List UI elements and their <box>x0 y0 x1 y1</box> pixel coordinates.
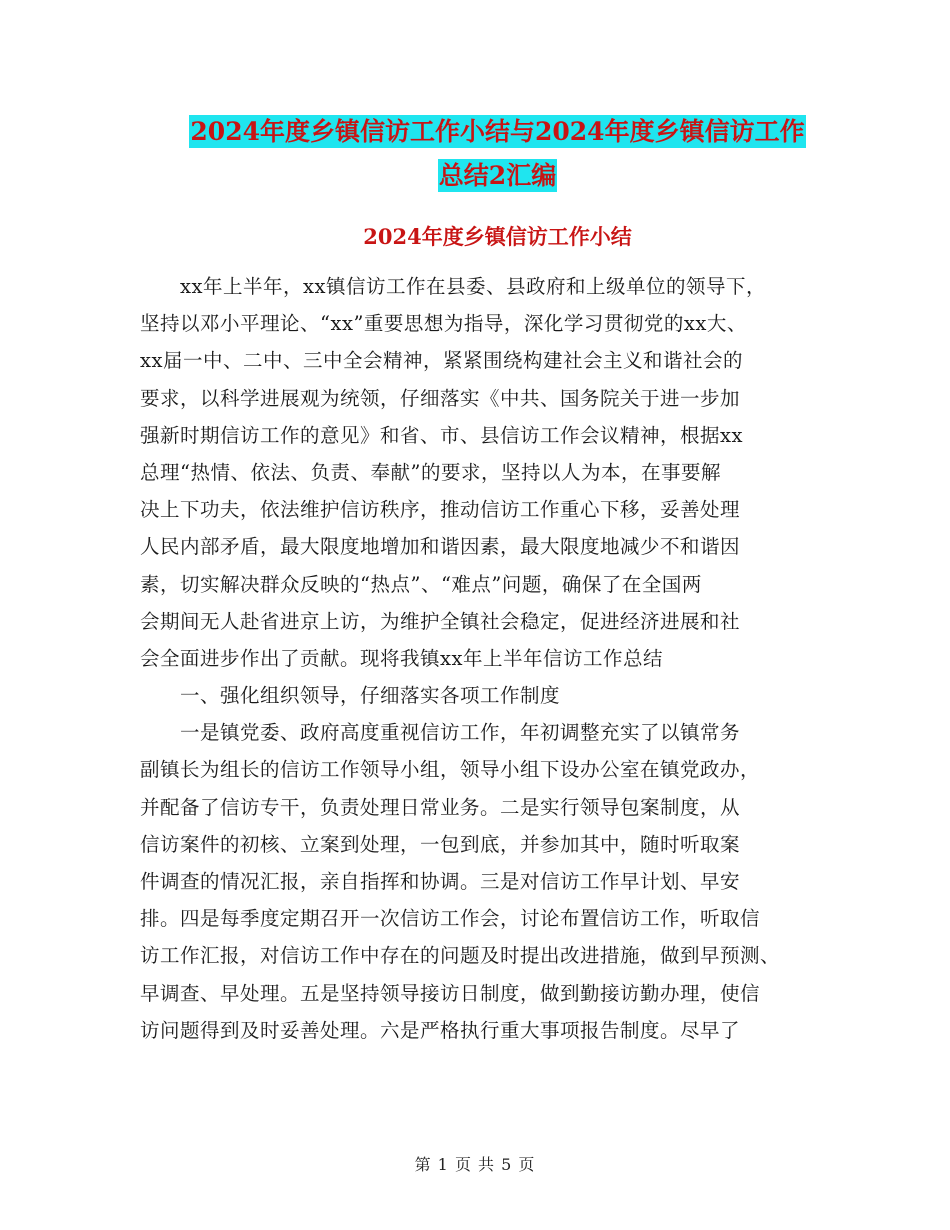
text-line: 坚持以邓小平理论、“xx”重要思想为指导，深化学习贯彻党的xx大、 <box>140 312 747 336</box>
text-line: 要求，以科学进展观为统领，仔细落实《中共、国务院关于进一步加 <box>140 386 741 410</box>
text-line: 素，切实解决群众反映的“热点”、“难点”问题，确保了在全国两 <box>140 572 702 596</box>
text-line: 件调查的情况汇报，亲自指挥和协调。三是对信访工作早计划、早安 <box>140 870 741 893</box>
text-line: 一、强化组织领导，仔细落实各项工作制度 <box>140 684 561 708</box>
body-text <box>140 268 830 1049</box>
text-line: 信访案件的初核、立案到处理，一包到底，并参加其中，随时听取案 <box>140 832 741 856</box>
text-line: 会期间无人赴省进京上访，为维护全镇社会稳定，促进经济进展和社 <box>140 609 741 633</box>
text-line: 一是镇党委、政府高度重视信访工作，年初调整充实了以镇常务 <box>140 721 741 745</box>
text-line: 访工作汇报，对信访工作中存在的问题及时提出改进措施，做到早预测、 <box>140 944 781 968</box>
text-line: xx年上半年，xx镇信访工作在县委、县政府和上级单位的领导下， <box>140 275 766 298</box>
title-line-2: 总结2汇编 <box>438 161 557 190</box>
text-line: xx届一中、二中、三中全会精神，紧紧围绕构建社会主义和谐社会的 <box>140 349 743 373</box>
title-line-1: 2024年度乡镇信访工作小结与2024年度乡镇信访工作 <box>190 117 805 146</box>
text-line: 总理“热情、依法、负责、奉献”的要求，坚持以人为本，在事要解 <box>140 460 721 484</box>
text-line: 访问题得到及时妥善处理。六是严格执行重大事项报告制度。尽早了 <box>140 1018 741 1042</box>
text-line: 并配备了信访专干，负责处理日常业务。二是实行领导包案制度，从 <box>140 795 741 819</box>
text-line: 会全面进步作出了贡献。现将我镇xx年上半年信访工作总结 <box>140 646 663 670</box>
text-line: 早调查、早处理。五是坚持领导接访日制度，做到勤接访勤办理，使信 <box>140 981 761 1005</box>
text-line: 排。四是每季度定期召开一次信访工作会，讨论布置信访工作，听取信 <box>140 907 761 931</box>
page-footer: 第 1 页 共 5 页 <box>414 1155 536 1174</box>
text-line: 副镇长为组长的信访工作领导小组，领导小组下设办公室在镇党政办， <box>140 758 761 782</box>
section-title: 2024年度乡镇信访工作小结 <box>363 224 632 249</box>
text-line: 人民内部矛盾，最大限度地增加和谐因素，最大限度地减少不和谐因 <box>140 535 741 559</box>
text-line: 决上下功夫，依法维护信访秩序，推动信访工作重心下移，妥善处理 <box>140 498 741 522</box>
text-line: 强新时期信访工作的意见》和省、市、县信访工作会议精神，根据xx <box>140 423 743 447</box>
document-title <box>140 110 855 198</box>
